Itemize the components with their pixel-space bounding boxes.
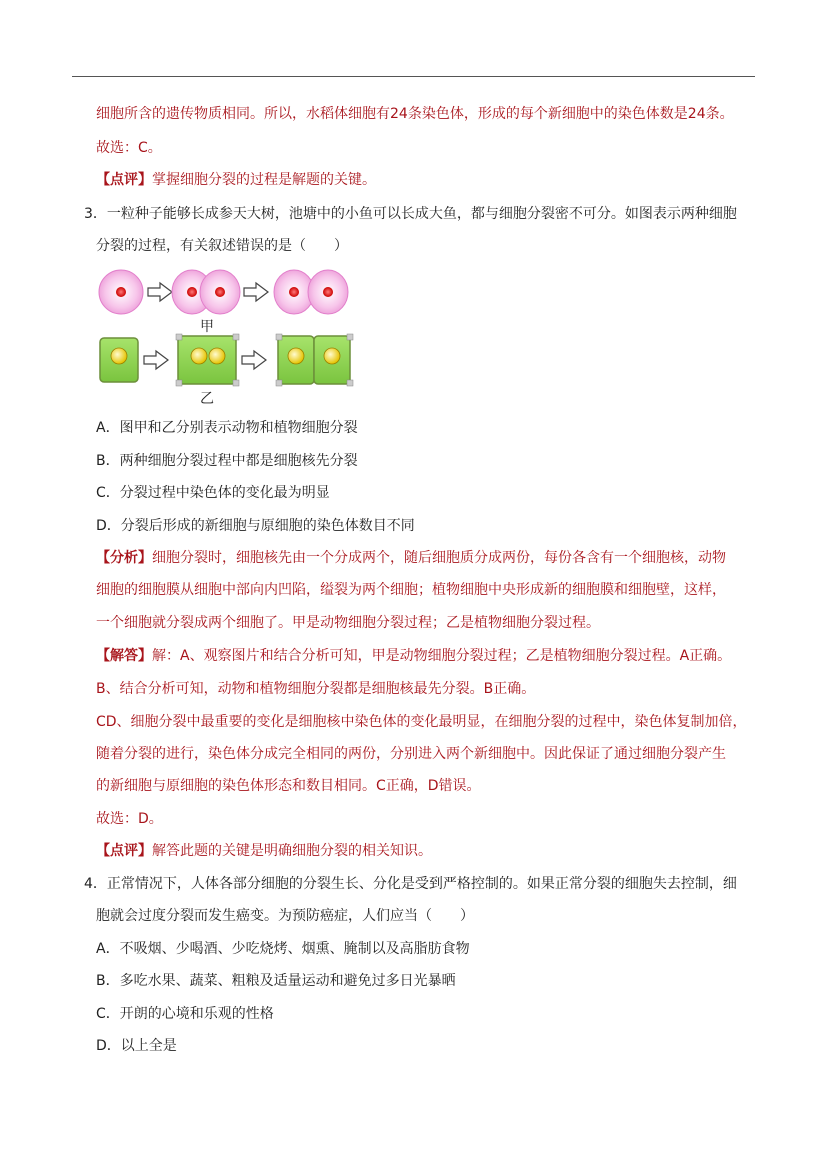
arrow-icon xyxy=(148,283,172,301)
plant-cells-divided xyxy=(276,334,353,386)
comment-tag: 【点评】 xyxy=(96,172,152,188)
animal-cells-divided xyxy=(274,270,348,314)
answer-tag: 【解答】 xyxy=(96,648,152,664)
plant-cell-original xyxy=(100,338,138,382)
answer-text: B、结合分析可知，动物和植物细胞分裂都是细胞核最先分裂。B正确。 xyxy=(96,681,536,697)
text-line: 细胞所含的遗传物质相同。所以，水稻体细胞有24条染色体，形成的每个新细胞中的染色体数是24条。 xyxy=(96,106,734,122)
option-c: C．分裂过程中染色体的变化最为明显 xyxy=(96,485,330,501)
animal-cell-original xyxy=(99,270,143,314)
option-c: C．开朗的心境和乐观的性格 xyxy=(96,1006,274,1022)
question-3-stem-cont: 分裂的过程，有关叙述错误的是（ ） xyxy=(96,238,348,254)
figure-label-jia: 甲 xyxy=(200,319,214,335)
question-4-stem-cont: 胞就会过度分裂而发生癌变。为预防癌症，人们应当（ ） xyxy=(96,908,474,924)
analysis-text: 细胞分裂时，细胞核先由一个分成两个，随后细胞质分成两份，每份各含有一个细胞核，动物 xyxy=(152,550,726,566)
comment-tag: 【点评】 xyxy=(96,843,152,859)
analysis-text: 细胞的细胞膜从细胞中部向内凹陷，缢裂为两个细胞；植物细胞中央形成新的细胞膜和细胞壁，这样， xyxy=(96,582,726,598)
answer-text: 随着分裂的进行，染色体分成完全相同的两份，分别进入两个新细胞中。因此保证了通过细胞分裂产生 xyxy=(96,746,726,762)
comment-text: 解答此题的关键是明确细胞分裂的相关知识。 xyxy=(152,843,432,859)
answer-text: 的新细胞与原细胞的染色体形态和数目相同。C正确，D错误。 xyxy=(96,778,481,794)
comment-line xyxy=(96,170,376,190)
option-b: B．两种细胞分裂过程中都是细胞核先分裂 xyxy=(96,453,358,469)
header-rule xyxy=(72,76,755,77)
analysis-line xyxy=(96,548,726,568)
answer-text: 解：A、观察图片和结合分析可知，甲是动物细胞分裂过程；乙是植物细胞分裂过程。A正确。 xyxy=(152,648,732,664)
comment-text: 掌握细胞分裂的过程是解题的关键。 xyxy=(152,172,376,188)
figure-label-yi: 乙 xyxy=(200,391,214,407)
choose-line: 故选：D。 xyxy=(96,811,163,827)
option-a: A．不吸烟、少喝酒、少吃烧烤、烟熏、腌制以及高脂肪食物 xyxy=(96,941,470,957)
cell-division-figure xyxy=(96,264,366,414)
animal-cell-dividing xyxy=(172,270,240,314)
question-3-stem: 3．一粒种子能够长成参天大树，池塘中的小鱼可以长成大鱼，都与细胞分裂密不可分。如图表示两种细胞 xyxy=(84,206,737,222)
arrow-icon xyxy=(242,351,266,369)
comment-line xyxy=(96,841,432,861)
arrow-icon xyxy=(244,283,268,301)
question-4-stem: 4．正常情况下，人体各部分细胞的分裂生长、分化是受到严格控制的。如果正常分裂的细胞失去控制，细 xyxy=(84,876,737,892)
plant-cell-dividing xyxy=(176,334,239,386)
option-a: A．图甲和乙分别表示动物和植物细胞分裂 xyxy=(96,420,358,436)
answer-text: CD、细胞分裂中最重要的变化是细胞核中染色体的变化最明显，在细胞分裂的过程中，染色体复制加倍， xyxy=(96,714,747,730)
option-d: D．分裂后形成的新细胞与原细胞的染色体数目不同 xyxy=(96,518,415,534)
cell-division-svg xyxy=(96,264,366,414)
text-line: 故选：C。 xyxy=(96,140,162,156)
analysis-text: 一个细胞就分裂成两个细胞了。甲是动物细胞分裂过程；乙是植物细胞分裂过程。 xyxy=(96,615,600,631)
option-b: B．多吃水果、蔬菜、粗粮及适量运动和避免过多日光暴晒 xyxy=(96,973,456,989)
analysis-tag: 【分析】 xyxy=(96,550,152,566)
option-d: D．以上全是 xyxy=(96,1038,177,1054)
arrow-icon xyxy=(144,351,168,369)
answer-line xyxy=(96,646,731,666)
